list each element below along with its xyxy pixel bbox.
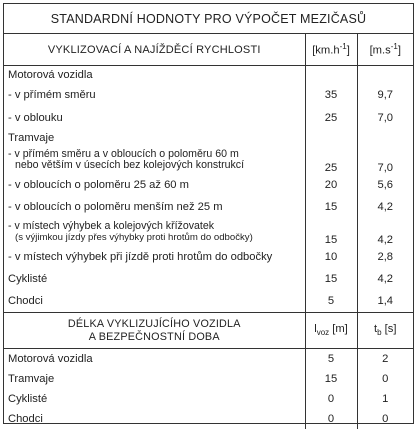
- table-row: [4, 146, 413, 174]
- kmh-value: 25: [305, 146, 357, 174]
- time-value: 2: [357, 349, 413, 370]
- safety-time-header: $t_b$ [s]: [357, 313, 413, 349]
- table-row: [4, 290, 413, 313]
- speed-section-header: VYKLIZOVACÍ A NAJÍŽDĚCÍ RYCHLOSTI: [4, 34, 305, 66]
- table-row: [4, 268, 413, 290]
- row-label: - v obloucích o poloměru menším než 25 m: [8, 201, 223, 213]
- length-header-row: [4, 313, 413, 349]
- group-label: Tramvaje: [8, 131, 55, 144]
- row-label: Tramvaje: [8, 373, 55, 385]
- table-row: [4, 218, 413, 246]
- row-label: - v místech výhybek a kolejových křížovatek (s výjimkou jízdy přes výhybky proti hrotům do odbočky): [8, 220, 253, 243]
- ms-value: 7,0: [357, 106, 413, 129]
- ms-value: 4,2: [357, 268, 413, 290]
- table-row: [4, 196, 413, 218]
- row-label: Chodci: [4, 290, 305, 313]
- kmh-value: 35: [305, 83, 357, 106]
- group-row: [4, 129, 413, 146]
- length-value: 5: [305, 349, 357, 370]
- row-label: Cyklisté: [8, 393, 48, 405]
- table-row: [4, 106, 413, 129]
- time-value: 1: [357, 389, 413, 409]
- row-label: - v obloucích o poloměru 25 až 60 m: [8, 179, 189, 191]
- table-title: STANDARDNÍ HODNOTY PRO VÝPOČET MEZIČASŮ: [4, 4, 413, 34]
- row-label: - v místech výhybek při jízdě proti hrotům do odbočky: [8, 251, 273, 263]
- row-label: Cyklisté: [8, 273, 48, 285]
- speed-header-row: [4, 34, 413, 66]
- kmh-value: 15: [305, 196, 357, 218]
- row-label: Chodci: [8, 413, 43, 425]
- length-unit-header: $l_{voz}$ [m]: [305, 313, 357, 349]
- row-label: - v přímém směru: [8, 88, 96, 101]
- kmh-value: 15: [305, 268, 357, 290]
- length-value: 0: [305, 409, 357, 429]
- ms-value: 1,4: [357, 290, 413, 313]
- timing-values-table: [3, 3, 414, 424]
- values-grid: [4, 34, 413, 429]
- kmh-value: 20: [305, 174, 357, 196]
- table-row: [4, 349, 413, 370]
- row-label: - v přímém směru a v obloucích o poloměru 60 m nebo větším v úsecích bez kolejových konstrukcí: [8, 148, 245, 171]
- ms-value: 4,2: [357, 218, 413, 246]
- table-row: [4, 83, 413, 106]
- table-row: [4, 246, 413, 268]
- ms-value: 7,0: [357, 146, 413, 174]
- kmh-value: 25: [305, 106, 357, 129]
- ms-value: 5,6: [357, 174, 413, 196]
- row-label: - v oblouku: [8, 111, 63, 124]
- ms-value: 2,8: [357, 246, 413, 268]
- ms-value: 9,7: [357, 83, 413, 106]
- length-value: 0: [305, 389, 357, 409]
- table-row: [4, 369, 413, 389]
- kmh-unit-header: $[km.h^{-1}]$: [305, 34, 357, 66]
- group-row: [4, 66, 413, 84]
- length-value: 15: [305, 369, 357, 389]
- length-section-header: DÉLKA VYKLIZUJÍCÍHO VOZIDLA A BEZPEČNOSTNÍ DOBA: [4, 313, 305, 349]
- group-label: Motorová vozidla: [8, 68, 93, 81]
- kmh-value: 5: [305, 290, 357, 313]
- ms-unit-header: $[m.s^{-1}]$: [357, 34, 413, 66]
- table-row: [4, 174, 413, 196]
- table-row: [4, 389, 413, 409]
- kmh-value: 10: [305, 246, 357, 268]
- time-value: 0: [357, 409, 413, 429]
- ms-value: 4,2: [357, 196, 413, 218]
- table-row: [4, 409, 413, 429]
- row-label: Motorová vozidla: [8, 353, 93, 365]
- kmh-value: 15: [305, 218, 357, 246]
- time-value: 0: [357, 369, 413, 389]
